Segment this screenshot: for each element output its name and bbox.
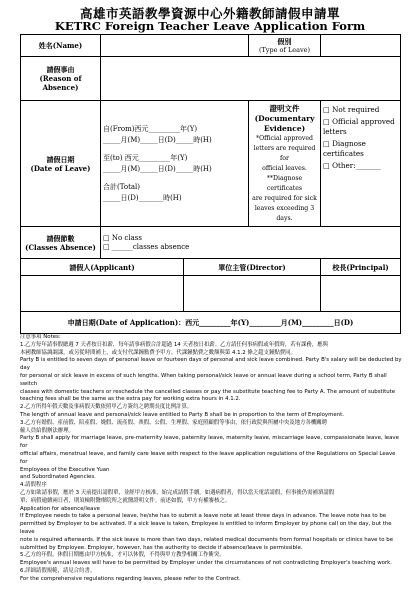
checkbox-not-required[interactable]: □ — [323, 105, 330, 114]
type-of-leave-field[interactable] — [321, 35, 401, 57]
note-line: 僱人員給假辦法辦理。 — [20, 427, 74, 434]
option-other[interactable] — [323, 161, 398, 171]
note-line: 1.乙方每年請事假總週 7 天者按日扣薪，每年請事病假合計超過 14 天者按日扣薪。乙方請任何事病假或年假時，若有課務，應與 — [20, 341, 328, 348]
notes-heading: 注意事項 Notes: — [20, 334, 61, 340]
doc-label-zh: 證明文件 — [269, 103, 300, 113]
note-line: 5.乙方的年假，休假日期應由甲方核准，才可以休假，不得與甲方教學相關工作衝突。 — [20, 552, 225, 559]
note-line: official affairs, menstrual leave, and family care leave with respect to the leave application regulations of the Regulations on Special Leave for — [20, 450, 396, 465]
doc-note-1: *Official approved — [255, 134, 314, 142]
checkbox-official-approved[interactable]: □ — [323, 117, 330, 126]
name-label: 姓名(Name) — [21, 35, 101, 57]
option-official-approved[interactable] — [323, 117, 398, 127]
type-of-leave-label — [249, 35, 321, 57]
reason-field[interactable] — [101, 57, 401, 101]
reason-label — [21, 57, 101, 101]
note-line: The length of annual leave and personal/sick leave entitled to Party B shall be in proportion to the term of Employment. — [20, 411, 344, 418]
checkbox-other[interactable]: □ — [323, 161, 330, 170]
doc-note-7: days. — [276, 214, 293, 222]
director-signature-field[interactable] — [184, 276, 321, 312]
note-line: Party B is entitled to seven days of personal leave or fourteen days of personal and sick leave combined. Party B's salary will be deducted by day — [20, 357, 402, 372]
note-line: 單；病假逾續兩日者，則須檢附醫療院所之就醫證明文件。前述如假，甲方有權審核之。 — [20, 497, 231, 504]
doc-note-5: are required for sick — [252, 194, 317, 202]
from-line: 自(From)西元_________年(Y) — [103, 124, 198, 133]
note-line: submitted by Employee. Employer, however, has the authority to decide if absence/leave is permissible. — [20, 544, 303, 551]
name-field[interactable] — [101, 35, 249, 57]
doc-note-4: **Diagnose certificates — [266, 174, 303, 192]
note-line: 4.請假程序 — [20, 482, 47, 489]
form-title-chinese: 高雄市英語教學資源中心外籍教師請假申請單 — [79, 6, 340, 21]
option-other-label: Other:_______ — [332, 161, 381, 170]
type-of-leave-label-zh: 假別 — [277, 36, 292, 46]
doc-note-6: leaves exceeding 3 — [254, 204, 315, 212]
note-line: note is required afterwards. If the sick leave is more than two days, related medical documents from formal hospitals or clinics have to be — [20, 536, 394, 543]
date-label-zh: 請假日期 — [46, 154, 75, 164]
application-date-field[interactable]: 申請日期(Date of Application)：西元_________年(Y)_________月(M)_________日(D) — [21, 312, 401, 334]
reason-label-zh: 請假事由 — [46, 65, 75, 74]
note-line: Application for absence/leave — [20, 505, 100, 512]
classes-absence-option-label: ______classes absence — [111, 242, 190, 251]
date-range-field[interactable] — [101, 101, 249, 227]
form-title-english: KETRC Foreign Teacher Leave Application Form — [54, 19, 366, 33]
checkbox-diagnose[interactable]: □ — [323, 139, 330, 148]
type-of-leave-label-en: (Type of Leave) — [258, 45, 311, 54]
note-line: Employee's annual leaves will have to be permitted by Employer under the circumstances of not contradicting Employer's teaching work. — [20, 560, 393, 567]
note-line: 6.詳細請假規範，請見合約書。 — [20, 567, 96, 574]
to-line: 至(to) 西元_________年(Y) — [103, 153, 188, 162]
doc-note-2: letters are required for — [253, 144, 316, 162]
checkbox-no-class[interactable]: □ — [103, 233, 110, 242]
note-line: Party B shall apply for marriage leave, pre-maternity leave, paternity leave, maternity leave, miscarriage leave, compassionate leave, leave for — [20, 435, 399, 450]
total-line: 合計(Total) — [103, 182, 141, 191]
option-diagnose-cont: certificates — [323, 149, 364, 158]
option-official-label: Official approved — [332, 117, 395, 126]
date-of-leave-label — [21, 101, 101, 227]
documentary-evidence-label — [249, 101, 321, 227]
option-classes-absence[interactable] — [103, 243, 398, 252]
note-line: 3.乙方有婚假、產前假、陪產假、娩假、流產假、喪假、公假、生理假、家庭照顧假等事由，依行政院與所屬中央及地方各機關聘 — [20, 419, 328, 426]
option-diagnose-label: Diagnose — [332, 139, 366, 148]
principal-label: 校長(Principal) — [321, 259, 401, 276]
classes-label-zh: 請假節數 — [46, 233, 75, 243]
no-class-label: No class — [111, 233, 142, 242]
note-line: Employees of the Executive Yuan — [20, 466, 110, 473]
evidence-options — [321, 101, 401, 227]
applicant-label: 請假人(Applicant) — [21, 259, 184, 276]
applicant-signature-field[interactable] — [21, 276, 184, 312]
classes-label-en: (Classes Absence) — [25, 242, 96, 252]
leave-form-table — [20, 34, 401, 334]
option-official-approved-cont: letters — [323, 127, 347, 136]
doc-note-3: official leaves. — [262, 164, 307, 172]
note-line: for personal or sick leave in excess of such lengths. When taking personal/sick leave or annual leave during a school term, Party B shall switch — [20, 372, 387, 387]
date-label-en: (Date of Leave) — [30, 163, 91, 173]
from-line-detail: _____月(M)_____日(D)_____時(H) — [103, 135, 212, 144]
option-no-class[interactable] — [103, 234, 398, 243]
total-line-detail: _____日(D)_______時(H) — [103, 193, 182, 202]
note-line: permitted by Employer to be activated. If a sick leave is taken, Employee is entitled to inform Employer by phone call on the day, but the leave — [20, 521, 392, 535]
reason-label-en: (Reason of Absence) — [39, 74, 82, 92]
note-line: 2.乙方所得年假天數及事病假天數依照甲乙方簽約之聘期長度比例計算。 — [20, 404, 193, 411]
note-line: For the comprehensive regulations regarding leaves, please refer to the Contract. — [20, 575, 241, 582]
option-not-required[interactable] — [323, 105, 398, 115]
note-line: 乙方如欲請事假，應於 3 天前提出請假單，並經甲方核准，始完成請假手續。如遇病假者，得以當天電話請假，但事後仍需補填請假 — [20, 489, 335, 496]
checkbox-classes-absence[interactable]: □ — [103, 242, 110, 251]
option-diagnose[interactable] — [323, 139, 398, 149]
note-line: classes with domestic teachers or reschedule the cancelled classes or pay the substitute teaching fee to Party A. The amount of substitute — [20, 388, 396, 395]
note-line: teaching fees shall be the same as the extra pay for working extra hours in 4.1.2. — [20, 396, 241, 403]
option-not-required-label: Not required — [332, 105, 380, 114]
note-line: If Employee needs to take a personal leave, he/she has to submit a leave note at least three days in advance. The leave note has to be — [20, 513, 387, 520]
classes-absence-field — [101, 227, 401, 259]
principal-signature-field[interactable] — [321, 276, 401, 312]
doc-label-en: (Documentary Evidence) — [254, 113, 315, 133]
notes-section — [20, 334, 402, 584]
director-label: 單位主管(Director) — [184, 259, 321, 276]
classes-absence-label — [21, 227, 101, 259]
to-line-detail: _____月(M)_____日(D)_____時(H) — [103, 164, 212, 173]
note-line: 本國教師協調調課，或另從時間補上，或支付代課鐘點費予甲方，代課鐘點費之數額與第 4.1.2 條之超支鐘點費同。 — [20, 349, 296, 356]
note-line: and Subordinated Agencies. — [20, 474, 96, 481]
